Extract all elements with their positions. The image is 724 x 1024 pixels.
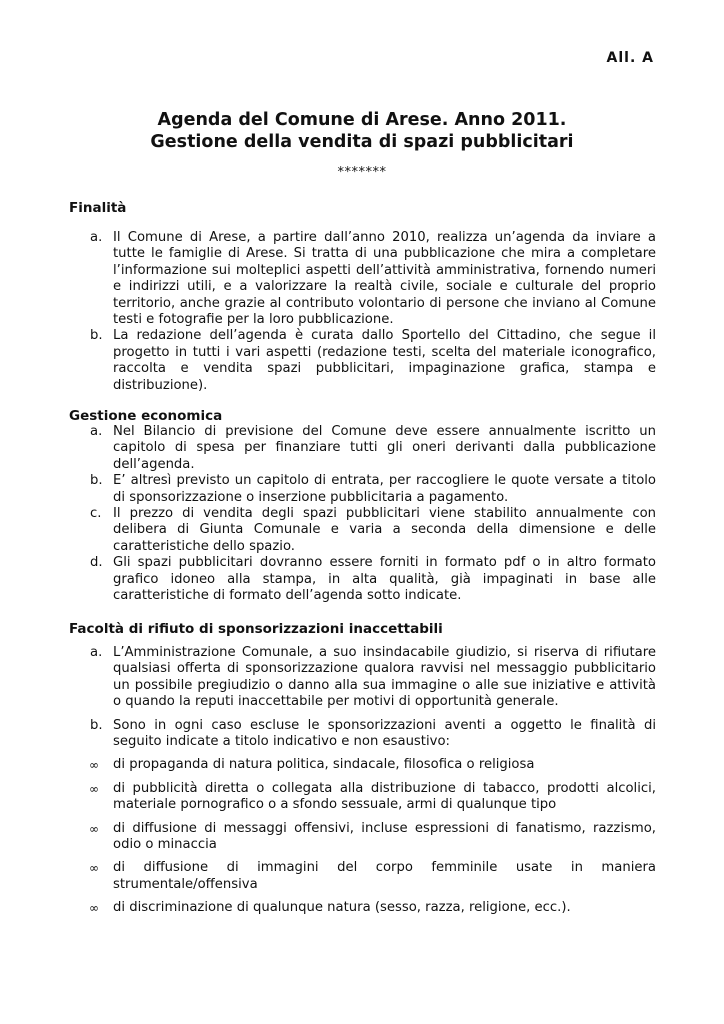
- list-item: [69, 645, 656, 711]
- section-heading-finalita: Finalità: [69, 200, 127, 216]
- facolta-list: [69, 645, 656, 917]
- list-item: [69, 718, 656, 751]
- bullet-item: [69, 900, 656, 916]
- separator: *******: [337, 165, 387, 180]
- infinity-bullet-icon: ∞: [89, 781, 99, 796]
- bullet-text: di diffusione di immagini del corpo femminile usate in maniera strumentale/offensiva: [113, 860, 656, 892]
- infinity-bullet-icon: ∞: [89, 861, 99, 876]
- section-heading-gestione: Gestione economica: [69, 408, 223, 424]
- document-title-line-2: Gestione della vendita di spazi pubblicitari: [150, 132, 574, 152]
- bullet-text: di discriminazione di qualunque natura (sesso, razza, religione, ecc.).: [113, 900, 571, 916]
- section-heading-facolta: Facoltà di rifiuto di sponsorizzazioni inaccettabili: [69, 621, 443, 637]
- list-item: [69, 230, 656, 328]
- bullet-item: [69, 757, 656, 773]
- bullet-text: di propaganda di natura politica, sindacale, filosofica o religiosa: [113, 757, 535, 773]
- list-marker: d.: [90, 555, 103, 571]
- bullet-text: di diffusione di messaggi offensivi, incluse espressioni di fanatismo, razzismo, odio o minaccia: [113, 820, 656, 853]
- list-item-text: Sono in ogni caso escluse le sponsorizzazioni aventi a oggetto le finalità di seguito indicate a titolo indicativo e non esaustivo:: [113, 717, 656, 750]
- list-marker: b.: [90, 717, 103, 733]
- list-item-text: Il Comune di Arese, a partire dall’anno 2010, realizza un’agenda da inviare a tutte le famiglie di Arese. Si tratta di una pubblicazione che mira a completare l’informazione sui molteplici aspetti dell’attività amministrativa, fornendo numeri e indirizzi utili, e a valorizzare la realtà civile, sociale e culturale del proprio territorio, anche grazie al contributo volontario di persone che inviano al Comune testi e fotografie per la loro pubblicazione.: [113, 230, 656, 328]
- list-marker: a.: [90, 645, 103, 660]
- list-marker: c.: [90, 506, 102, 522]
- list-item: [69, 424, 656, 473]
- list-item-text: L’Amministrazione Comunale, a suo insindacabile giudizio, si riserva di rifiutare qualsiasi offerta di sponsorizzazione qualora ravvisi nel messaggio pubblicitario un possibile pregiudizio o danno alla sua immagine o alle sue iniziative e attività o quando la reputi inaccettabile per motivi di opportunità generale.: [113, 645, 656, 710]
- list-item-text: Il prezzo di vendita degli spazi pubblicitari viene stabilito annualmente con delibera di Giunta Comunale e varia a seconda della dimensione e delle caratteristiche dello spazio.: [113, 506, 656, 554]
- list-marker: b.: [90, 328, 103, 344]
- list-item: [69, 473, 656, 506]
- bullet-text: di pubblicità diretta o collegata alla distribuzione di tabacco, prodotti alcolici, materiale pornografico o a sfondo sessuale, armi di qualunque tipo: [113, 780, 656, 813]
- list-marker: b.: [90, 473, 103, 489]
- list-item: [69, 328, 656, 394]
- list-marker: a.: [90, 230, 103, 245]
- list-item-text: E’ altresì previsto un capitolo di entrata, per raccogliere le quote versate a titolo di sponsorizzazione o inserzione pubblicitaria a pagamento.: [113, 473, 656, 505]
- infinity-bullet-icon: ∞: [89, 758, 99, 773]
- list-marker: a.: [90, 424, 103, 439]
- finalita-list: [69, 230, 656, 394]
- list-item: [69, 555, 656, 604]
- list-item: [69, 506, 656, 555]
- list-item-text: La redazione dell’agenda è curata dallo Sportello del Cittadino, che segue il progetto in tutti i vari aspetti (redazione testi, scelta del materiale iconografico, raccolta e vendita spazi pubblicitari, impaginazione grafica, stampa e distribuzione).: [113, 328, 656, 393]
- document-title-line-1: Agenda del Comune di Arese. Anno 2011.: [157, 110, 567, 130]
- infinity-bullet-icon: ∞: [89, 821, 99, 836]
- list-item-text: Nel Bilancio di previsione del Comune deve essere annualmente iscritto un capitolo di spesa per finanziare tutti gli oneri derivanti dalla pubblicazione dell’agenda.: [113, 424, 656, 472]
- bullet-item: [69, 821, 656, 854]
- gestione-list: [69, 424, 656, 604]
- infinity-bullet-icon: ∞: [89, 901, 99, 916]
- bullet-item: [69, 781, 656, 814]
- attachment-label: All. A: [606, 50, 654, 66]
- list-item-text: Gli spazi pubblicitari dovranno essere forniti in formato pdf o in altro formato grafico idoneo alla stampa, in alta qualità, già impaginati in base alle caratteristiche di formato dell’agenda sotto indicate.: [113, 555, 656, 604]
- bullet-item: [69, 860, 656, 893]
